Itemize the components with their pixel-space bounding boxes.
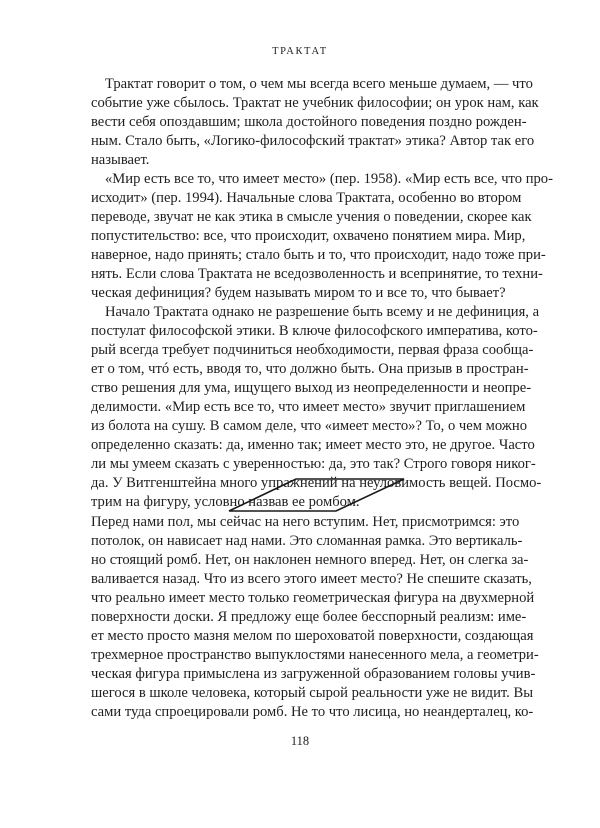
text-line: рый всегда требует подчиниться необходимости, первая фраза сообща- xyxy=(91,342,534,358)
running-head: ТРАКТАТ xyxy=(272,46,328,57)
text-line: постулат философской этики. В ключе философского императива, кото- xyxy=(91,323,538,339)
text-line: Начало Трактата однако не разрешение быть всему и не дефиниция, а xyxy=(105,304,540,320)
text-line: событие уже сбылось. Трактат не учебник философии; он урок нам, как xyxy=(91,95,539,111)
text-line: ет место просто мазня мелом по шероховатой поверхности, создающая xyxy=(91,628,534,644)
text-line: что реально имеет место только геометрическая фигура на двухмерной xyxy=(91,590,535,606)
text-line: наверное, надо принять; стало быть и то, что происходит, надо тоже при- xyxy=(91,247,546,263)
text-line: да. У Витгенштейна много упражнений на неуловимость вещей. Посмо- xyxy=(91,475,542,491)
text-line: нять. Если слова Трактата не вседозволенность и всепринятие, то техни- xyxy=(91,266,543,282)
text-line: называет. xyxy=(91,152,150,168)
text-line: исходит» (пер. 1994). Начальные слова Трактата, особенно во втором xyxy=(91,190,522,206)
text-line: делимости. «Мир есть все то, что имеет место» звучит приглашением xyxy=(91,399,526,415)
text-line: валивается назад. Что из всего этого имеет место? Не спешите сказать, xyxy=(91,571,532,587)
text-line: Трактат говорит о том, о чем мы всегда всего меньше думаем, — что xyxy=(105,76,533,92)
text-line: поверхности доски. Я предложу еще более бесспорный реализм: име- xyxy=(91,609,527,625)
text-line: но стоящий ромб. Нет, он наклонен немного вперед. Нет, он слегка за- xyxy=(91,552,529,568)
text-line: шегося в школе человека, который сырой реальности уже не видит. Вы xyxy=(91,685,534,701)
text-line: трехмерное пространство выпуклостями нанесенного мела, а геометри- xyxy=(91,647,539,663)
text-line: вести себя опоздавшим; школа достойного поведения поздно рожден- xyxy=(91,114,527,130)
text-line: попустительство: все, что происходит, охвачено понятием мира. Мир, xyxy=(91,228,526,244)
text-line: потолок, он нависает над нами. Это сломанная рамка. Это вертикаль- xyxy=(91,533,523,549)
text-line: ческая фигура примыслена из загруженной образованием головы учив- xyxy=(91,666,536,682)
text-line: переводе, звучат не как этика в смысле учения о поведении, скорее как xyxy=(91,209,532,225)
text-line: ство решения для ума, ищущего выход из неопределенности и неопре- xyxy=(91,380,532,396)
text-line: ческая дефиниция? будем называть миром то и все то, что бывает? xyxy=(91,285,506,301)
text-line: ли мы умеем сказать с уверенностью: да, это так? Строго говоря никог- xyxy=(91,456,536,472)
text-line: определенно сказать: да, именно так; имеет место это, не другое. Часто xyxy=(91,437,535,453)
page-number: 118 xyxy=(290,734,310,748)
text-line: ным. Стало быть, «Логико-философский трактат» этика? Автор так его xyxy=(91,133,535,149)
text-line: трим на фигуру, условно назвав ее ромбом. xyxy=(91,494,360,510)
text-line: Перед нами пол, мы сейчас на него вступим. Нет, присмотримся: это xyxy=(91,514,520,530)
text-line: сами туда спроецировали ромб. Не то что лисица, но неандерталец, ко- xyxy=(91,704,534,720)
text-line: «Мир есть все то, что имеет место» (пер. 1958). «Мир есть все, что про- xyxy=(105,171,553,187)
text-block-lower xyxy=(91,513,539,722)
text-line: из болота на сушу. В самом деле, что «имеет место»? То, о чем можно xyxy=(91,418,527,434)
text-block-upper xyxy=(91,75,553,512)
text-line: ет о том, чтó есть, вводя то, что должно быть. Она призыв в простран- xyxy=(91,361,529,377)
